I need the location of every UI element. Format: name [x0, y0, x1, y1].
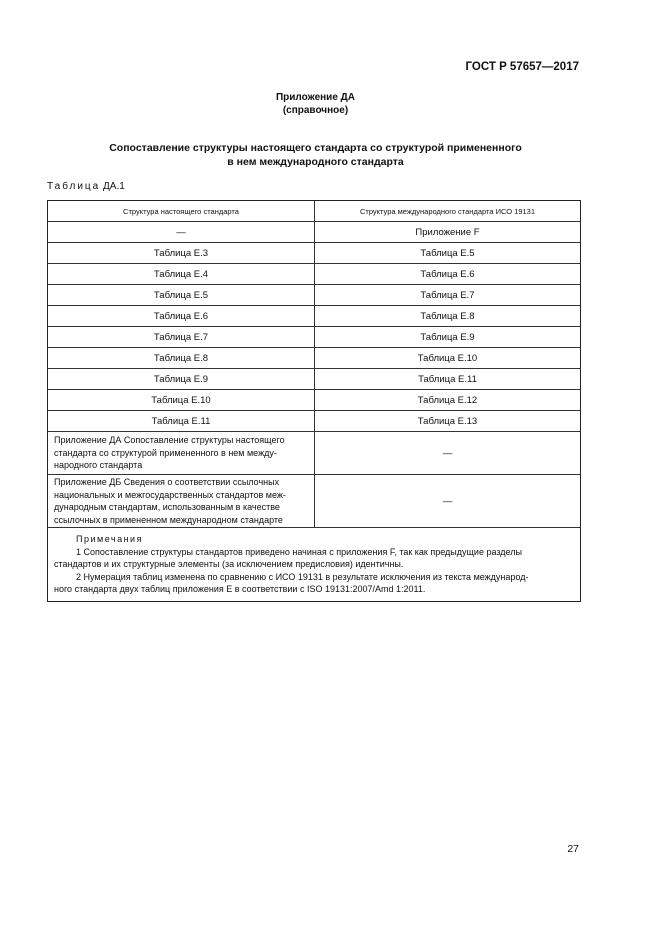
table-cell: Таблица Е.10 [417, 352, 478, 364]
table-row-annex-da [48, 432, 580, 475]
column-header-international: Структура международного стандарта ИСО 19131 [359, 206, 536, 216]
table-row-annex-db [48, 475, 580, 528]
table-row [48, 390, 580, 411]
standard-code: ГОСТ Р 57657—2017 [465, 61, 579, 73]
table-cell: Таблица Е.8 [420, 310, 475, 322]
table-cell: — [442, 447, 453, 459]
table-cell: Таблица Е.11 [418, 373, 477, 385]
table-cell: Таблица Е.12 [417, 394, 478, 406]
table-row [48, 285, 580, 306]
table-row [48, 411, 580, 432]
table-row [48, 264, 580, 285]
cell-text-line: дународным стандартам, использованным в качестве [54, 502, 280, 512]
cell-text-line: ссылочных в примененном международном стандарте [54, 514, 283, 525]
table-cell: Таблица Е.4 [48, 264, 315, 284]
note-1-line-1: 1 Сопоставление структуры стандартов приведено начиная с приложения F, так как предыдущие разделы [76, 546, 522, 557]
table-caption-prefix: Таблица [47, 181, 101, 192]
table-cell-annex-db [48, 475, 315, 527]
table-cell: Таблица Е.6 [420, 268, 475, 280]
table-cell: Таблица Е.9 [48, 369, 315, 389]
table-row [48, 243, 580, 264]
annex-name: Приложение ДА [275, 92, 356, 103]
cell-text-line: Приложение ДА Сопоставление структуры настоящего [54, 435, 285, 446]
table-header-row [48, 201, 580, 222]
table-cell: Таблица Е.8 [48, 348, 315, 368]
table-cell: Таблица Е.9 [420, 331, 475, 343]
note-2-line-1: 2 Нумерация таблиц изменена по сравнению с ИСО 19131 в результате исключения из текста международ- [76, 571, 529, 582]
table-cell: Таблица Е.7 [48, 327, 315, 347]
table-cell: — [442, 495, 453, 507]
table-cell: Таблица Е.3 [48, 243, 315, 263]
table-cell: — [48, 222, 315, 242]
table-cell: Таблица Е.13 [417, 415, 478, 427]
document-title-line-1: Сопоставление структуры настоящего стандарта со структурой примененного [109, 142, 522, 154]
table-row [48, 327, 580, 348]
cell-text-line: национальных и межгосударственных стандартов меж- [54, 489, 286, 500]
table-row [48, 348, 580, 369]
notes-title: Примечания [76, 534, 143, 544]
table-cell: Приложение F [415, 226, 480, 238]
table-cell: Таблица Е.10 [48, 390, 315, 410]
table-caption [47, 181, 125, 192]
table-cell: Таблица Е.5 [420, 247, 475, 259]
table-notes [48, 528, 580, 601]
table-cell: Таблица Е.5 [48, 285, 315, 305]
table-row [48, 222, 580, 243]
comparison-table [47, 200, 581, 602]
table-row [48, 306, 580, 327]
table-caption-id: ДА.1 [103, 181, 125, 192]
table-cell: Таблица Е.6 [48, 306, 315, 326]
table-cell: Таблица Е.11 [48, 411, 315, 431]
cell-text-line: стандарта со структурой примененного в нем между- [54, 447, 277, 458]
annex-type: (справочное) [282, 105, 349, 116]
column-header-national: Структура настоящего стандарта [48, 201, 315, 221]
table-cell-annex-da [48, 432, 315, 474]
page-number: 27 [567, 843, 579, 855]
table-cell: Таблица Е.7 [420, 289, 475, 301]
note-1-line-2: стандартов и их структурные элементы (за исключением предисловия) идентичны. [54, 559, 404, 569]
note-2-line-2: ного стандарта двух таблиц приложения Е в соответствии с ISO 19131:2007/Amd 1:2011. [54, 584, 426, 594]
cell-text-line: Приложение ДБ Сведения о соответствии ссылочных [54, 477, 280, 487]
document-title-line-2: в нем международного стандарта [227, 156, 404, 168]
cell-text-line: народного стандарта [54, 460, 143, 471]
table-row [48, 369, 580, 390]
